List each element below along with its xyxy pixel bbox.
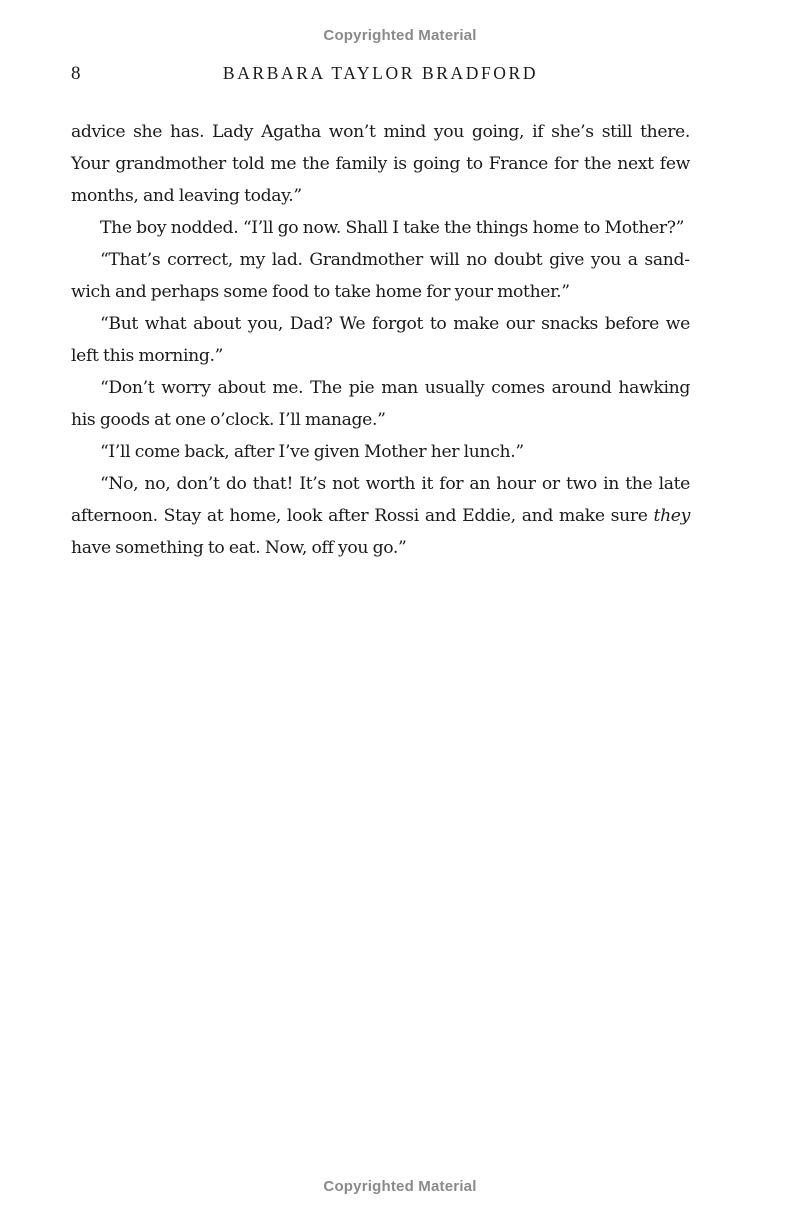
copyright-watermark-bottom: Copyrighted Material bbox=[323, 1178, 477, 1195]
emphasized-word: they bbox=[653, 506, 690, 526]
body-text bbox=[71, 116, 690, 564]
author-name: BARBARA TAYLOR BRADFORD bbox=[222, 63, 539, 83]
paragraph-text: have something to eat. Now, off you go.” bbox=[71, 538, 407, 558]
paragraph bbox=[71, 468, 690, 564]
running-head bbox=[71, 63, 690, 87]
paragraph-text: “No, no, don’t do that! It’s not worth it for an hour or two in the late afternoon. Stay at home, look after Rossi and Eddie, and make sure bbox=[71, 474, 690, 526]
copyright-watermark-top: Copyrighted Material bbox=[323, 27, 477, 44]
paragraph: The boy nodded. “I’ll go now. Shall I take the things home to Mother?” bbox=[100, 218, 685, 238]
paragraph: “That’s correct, my lad. Grandmother will no doubt give you a sandwich and perhaps some food to take home for your mother.” bbox=[71, 250, 690, 302]
paragraph: “But what about you, Dad? We forgot to make our snacks before we left this morning.” bbox=[71, 314, 690, 366]
paragraph: “I’ll come back, after I’ve given Mother her lunch.” bbox=[100, 442, 524, 462]
paragraph: advice she has. Lady Agatha won’t mind you going, if she’s still there. Your grandmother told me the family is going to France for the next few months, and leaving today.” bbox=[71, 122, 690, 206]
paragraph: “Don’t worry about me. The pie man usually comes around hawking his goods at one o’clock. I’ll manage.” bbox=[71, 378, 690, 430]
page-number: 8 bbox=[71, 63, 81, 84]
